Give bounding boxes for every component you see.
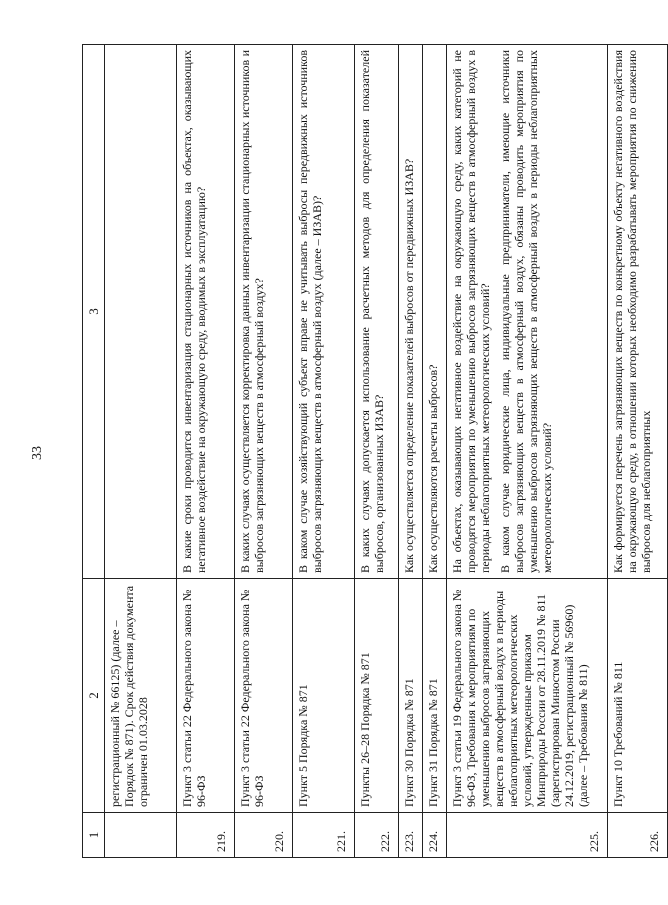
row-question: В каком случае юридические лица, индивидуальные предприниматели, имеющие источники выбросов загрязняющих веществ в атмосферный воздух, обязаны проводить мероприятия по уменьшению выбросов загрязняющих веществ в атмосферный воздух в периоды неблагоприятных метеорологических условий? (498, 50, 554, 573)
table-row (177, 45, 235, 858)
row-reference: регистрационный № 66125) (далее – Порядок № 871). Срок действия документа ограничен 01.03.2028 (105, 579, 177, 813)
row-reference: Пункт 3 статьи 22 Федерального закона № 96-ФЗ (235, 579, 293, 813)
row-question: В каких случаях допускается использование расчетных методов для определения показателей выбросов, организованных ИЗАВ? (355, 45, 399, 579)
table-header-row (83, 45, 105, 858)
row-question: В каких случаях осуществляется корректировка данных инвентаризации стационарных источников и выбросов загрязняющих веществ в атмосферный воздух? (235, 45, 293, 579)
page-number: 33 (30, 446, 45, 460)
header-col-2: 2 (83, 579, 105, 813)
row-number: 226. (608, 813, 668, 858)
row-number: 220. (235, 813, 293, 858)
row-reference: Пункт 3 статьи 22 Федерального закона № 96-ФЗ (177, 579, 235, 813)
header-col-1: 1 (83, 813, 105, 858)
row-question: Как формируется перечень загрязняющих веществ по конкретному объекту негативного воздействия на окружающую среду, в отношении которых необходимо разрабатывать мероприятия по снижению выбросов для неблагоприятных (608, 45, 668, 579)
table-row (447, 45, 608, 858)
table-row (355, 45, 399, 858)
row-number: 223. (399, 813, 423, 858)
row-reference: Пункт 31 Порядка № 871 (423, 579, 447, 813)
row-number: 222. (355, 813, 399, 858)
table-row (423, 45, 447, 858)
rotated-page-content (82, 45, 661, 858)
row-question: В каком случае хозяйствующий субъект вправе не учитывать выбросы передвижных источников выбросов загрязняющих веществ в атмосферный воздух (далее – ИЗАВ)? (293, 45, 355, 579)
row-number: 221. (293, 813, 355, 858)
row-reference: Пункты 26–28 Порядка № 871 (355, 579, 399, 813)
questions-table (82, 44, 668, 858)
table-row (235, 45, 293, 858)
row-question: В какие сроки проводится инвентаризация стационарных источников на объектах, оказывающих негативное воздействие на окружающую среду, вводимых в эксплуатацию? (177, 45, 235, 579)
table-row (608, 45, 668, 858)
row-number: 225. (447, 813, 608, 858)
table-row (293, 45, 355, 858)
row-reference: Пункт 10 Требований № 811 (608, 579, 668, 813)
row-question: Как осуществляются расчеты выбросов? (423, 45, 447, 579)
row-number: 224. (423, 813, 447, 858)
row-number: 219. (177, 813, 235, 858)
row-question-pair (447, 45, 608, 579)
row-reference: Пункт 3 статьи 19 Федерального закона № 96-ФЗ, Требования к мероприятиям по уменьшению выбросов загрязняющих веществ в атмосферный воздух в периоды неблагоприятных метеорологических условий, утвержденные приказом Минприроды России от 28.11.2019 № 811 (зарегистрирован Минюстом России 24.12.2019, регистрационный № 56960) (далее – Требования № 811) (447, 579, 608, 813)
row-reference: Пункт 30 Порядка № 871 (399, 579, 423, 813)
table-row (399, 45, 423, 858)
row-question (105, 45, 177, 579)
table-row (105, 45, 177, 858)
header-col-3: 3 (83, 45, 105, 579)
row-question: На объектах, оказывающих негативное воздействие на окружающую среду, каких категорий не проводятся мероприятия по уменьшению выбросов загрязняющих веществ в атмосферный воздух в периоды неблагоприятных метеорологических условий? (450, 50, 492, 573)
row-question: Как осуществляется определение показателей выбросов от передвижных ИЗАВ? (399, 45, 423, 579)
row-number (105, 813, 177, 858)
row-reference: Пункт 5 Порядка № 871 (293, 579, 355, 813)
